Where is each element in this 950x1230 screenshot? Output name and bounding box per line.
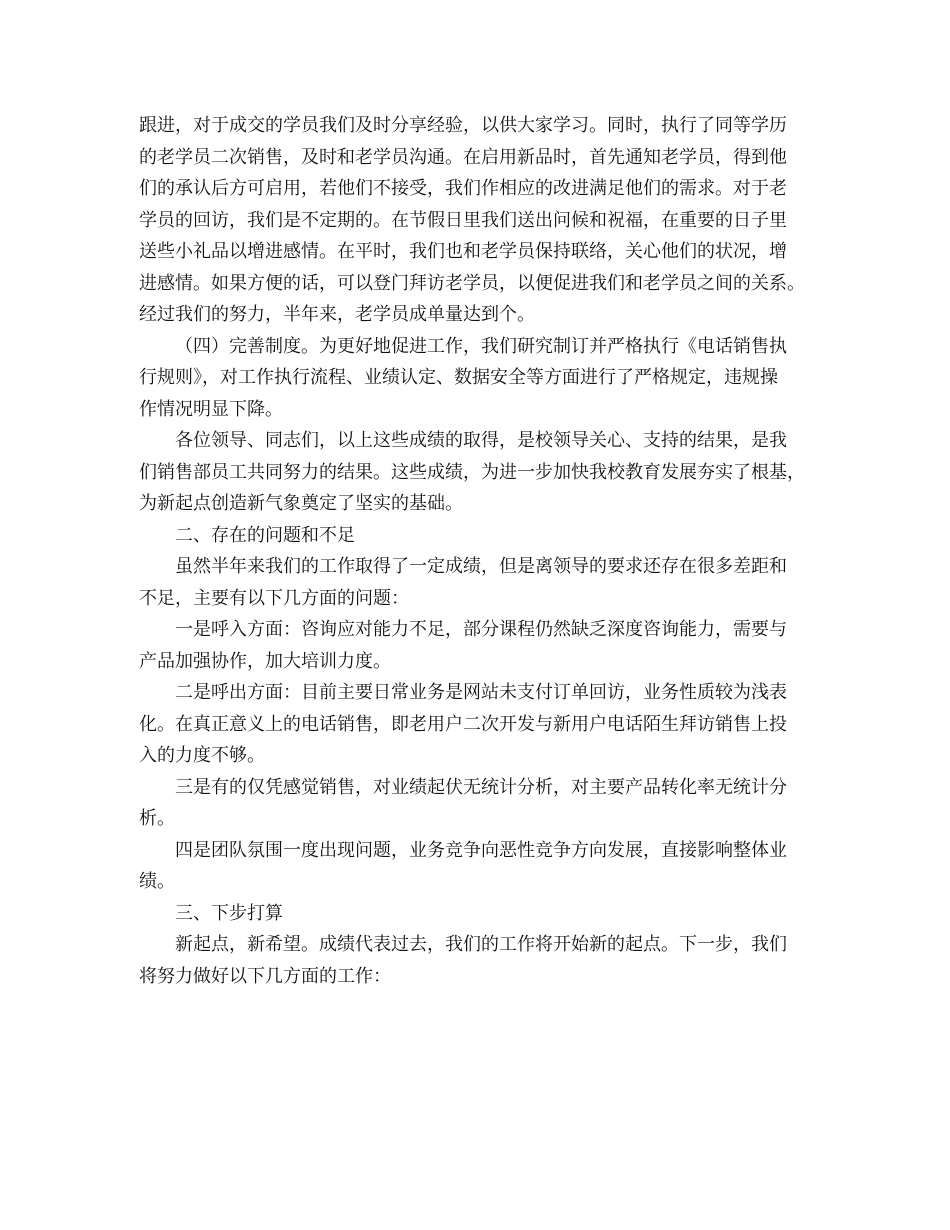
text-line: 析。 — [139, 808, 175, 829]
text-line: 入的力度不够。 — [139, 745, 265, 766]
text-line: 绩。 — [139, 871, 175, 892]
paragraph-start-line: 三是有的仅凭感觉销售，对业绩起伏无统计分析，对主要产品转化率无统计分 — [175, 776, 787, 798]
text-line: 为新起点创造新气象奠定了坚实的基础。 — [139, 493, 463, 514]
section-heading-problems: 二、存在的问题和不足 — [175, 524, 355, 546]
text-line: 行规则》，对工作执行流程、业绩认定、数据安全等方面进行了严格规定，违规操 — [139, 367, 778, 388]
text-line: 进感情。如果方便的话，可以登门拜访老学员，以便促进我们和老学员之间的关系。 — [139, 272, 805, 294]
paragraph-start-line: 一是呼入方面：咨询应对能力不足，部分课程仍然缺乏深度咨询能力，需要与 — [175, 619, 787, 640]
document-body — [139, 110, 813, 992]
text-line: 学员的回访，我们是不定期的。在节假日里我们送出问候和祝福，在重要的日子里 — [139, 209, 787, 231]
text-line: 跟进，对于成交的学员我们及时分享经验，以供大家学习。同时，执行了同等学历 — [139, 115, 787, 136]
paragraph-start-line: 四是团队氛围一度出现问题，业务竞争向恶性竞争方向发展，直接影响整体业 — [175, 839, 787, 861]
text-line: 的老学员二次销售，及时和老学员沟通。在启用新品时，首先通知老学员，得到他 — [139, 146, 787, 168]
paragraph-start-line: 新起点，新希望。成绩代表过去，我们的工作将开始新的起点。下一步，我们 — [175, 934, 787, 955]
text-line: 化。在真正意义上的电话销售，即老用户二次开发与新用户电话陌生拜访销售上投 — [139, 713, 787, 735]
paragraph-start-line: 虽然半年来我们的工作取得了一定成绩，但是离领导的要求还存在很多差距和 — [175, 556, 787, 577]
text-line: 们销售部员工共同努力的结果。这些成绩，为进一步加快我校教育发展夯实了根基， — [139, 461, 805, 483]
text-line: 将努力做好以下几方面的工作： — [139, 965, 391, 987]
text-line: 产品加强协作，加大培训力度。 — [139, 650, 391, 672]
paragraph-start-line: 各位领导、同志们，以上这些成绩的取得，是校领导关心、支持的结果，是我 — [175, 430, 787, 451]
text-line: 送些小礼品以增进感情。在平时，我们也和老学员保持联络，关心他们的状况，增 — [139, 241, 787, 262]
text-line: 经过我们的努力，半年来，老学员成单量达到个。 — [139, 304, 535, 325]
section-four-heading-line: （四）完善制度。为更好地促进工作，我们研究制订并严格执行《电话销售执 — [175, 335, 787, 357]
text-line: 们的承认后方可启用，若他们不接受，我们作相应的改进满足他们的需求。对于老 — [139, 178, 787, 199]
section-heading-next-plan: 三、下步打算 — [175, 902, 283, 924]
paragraph-start-line: 二是呼出方面：目前主要日常业务是网站未支付订单回访，业务性质较为浅表 — [175, 682, 787, 703]
text-line: 不足，主要有以下几方面的问题： — [139, 587, 409, 609]
text-line: 作情况明显下降。 — [139, 398, 283, 420]
